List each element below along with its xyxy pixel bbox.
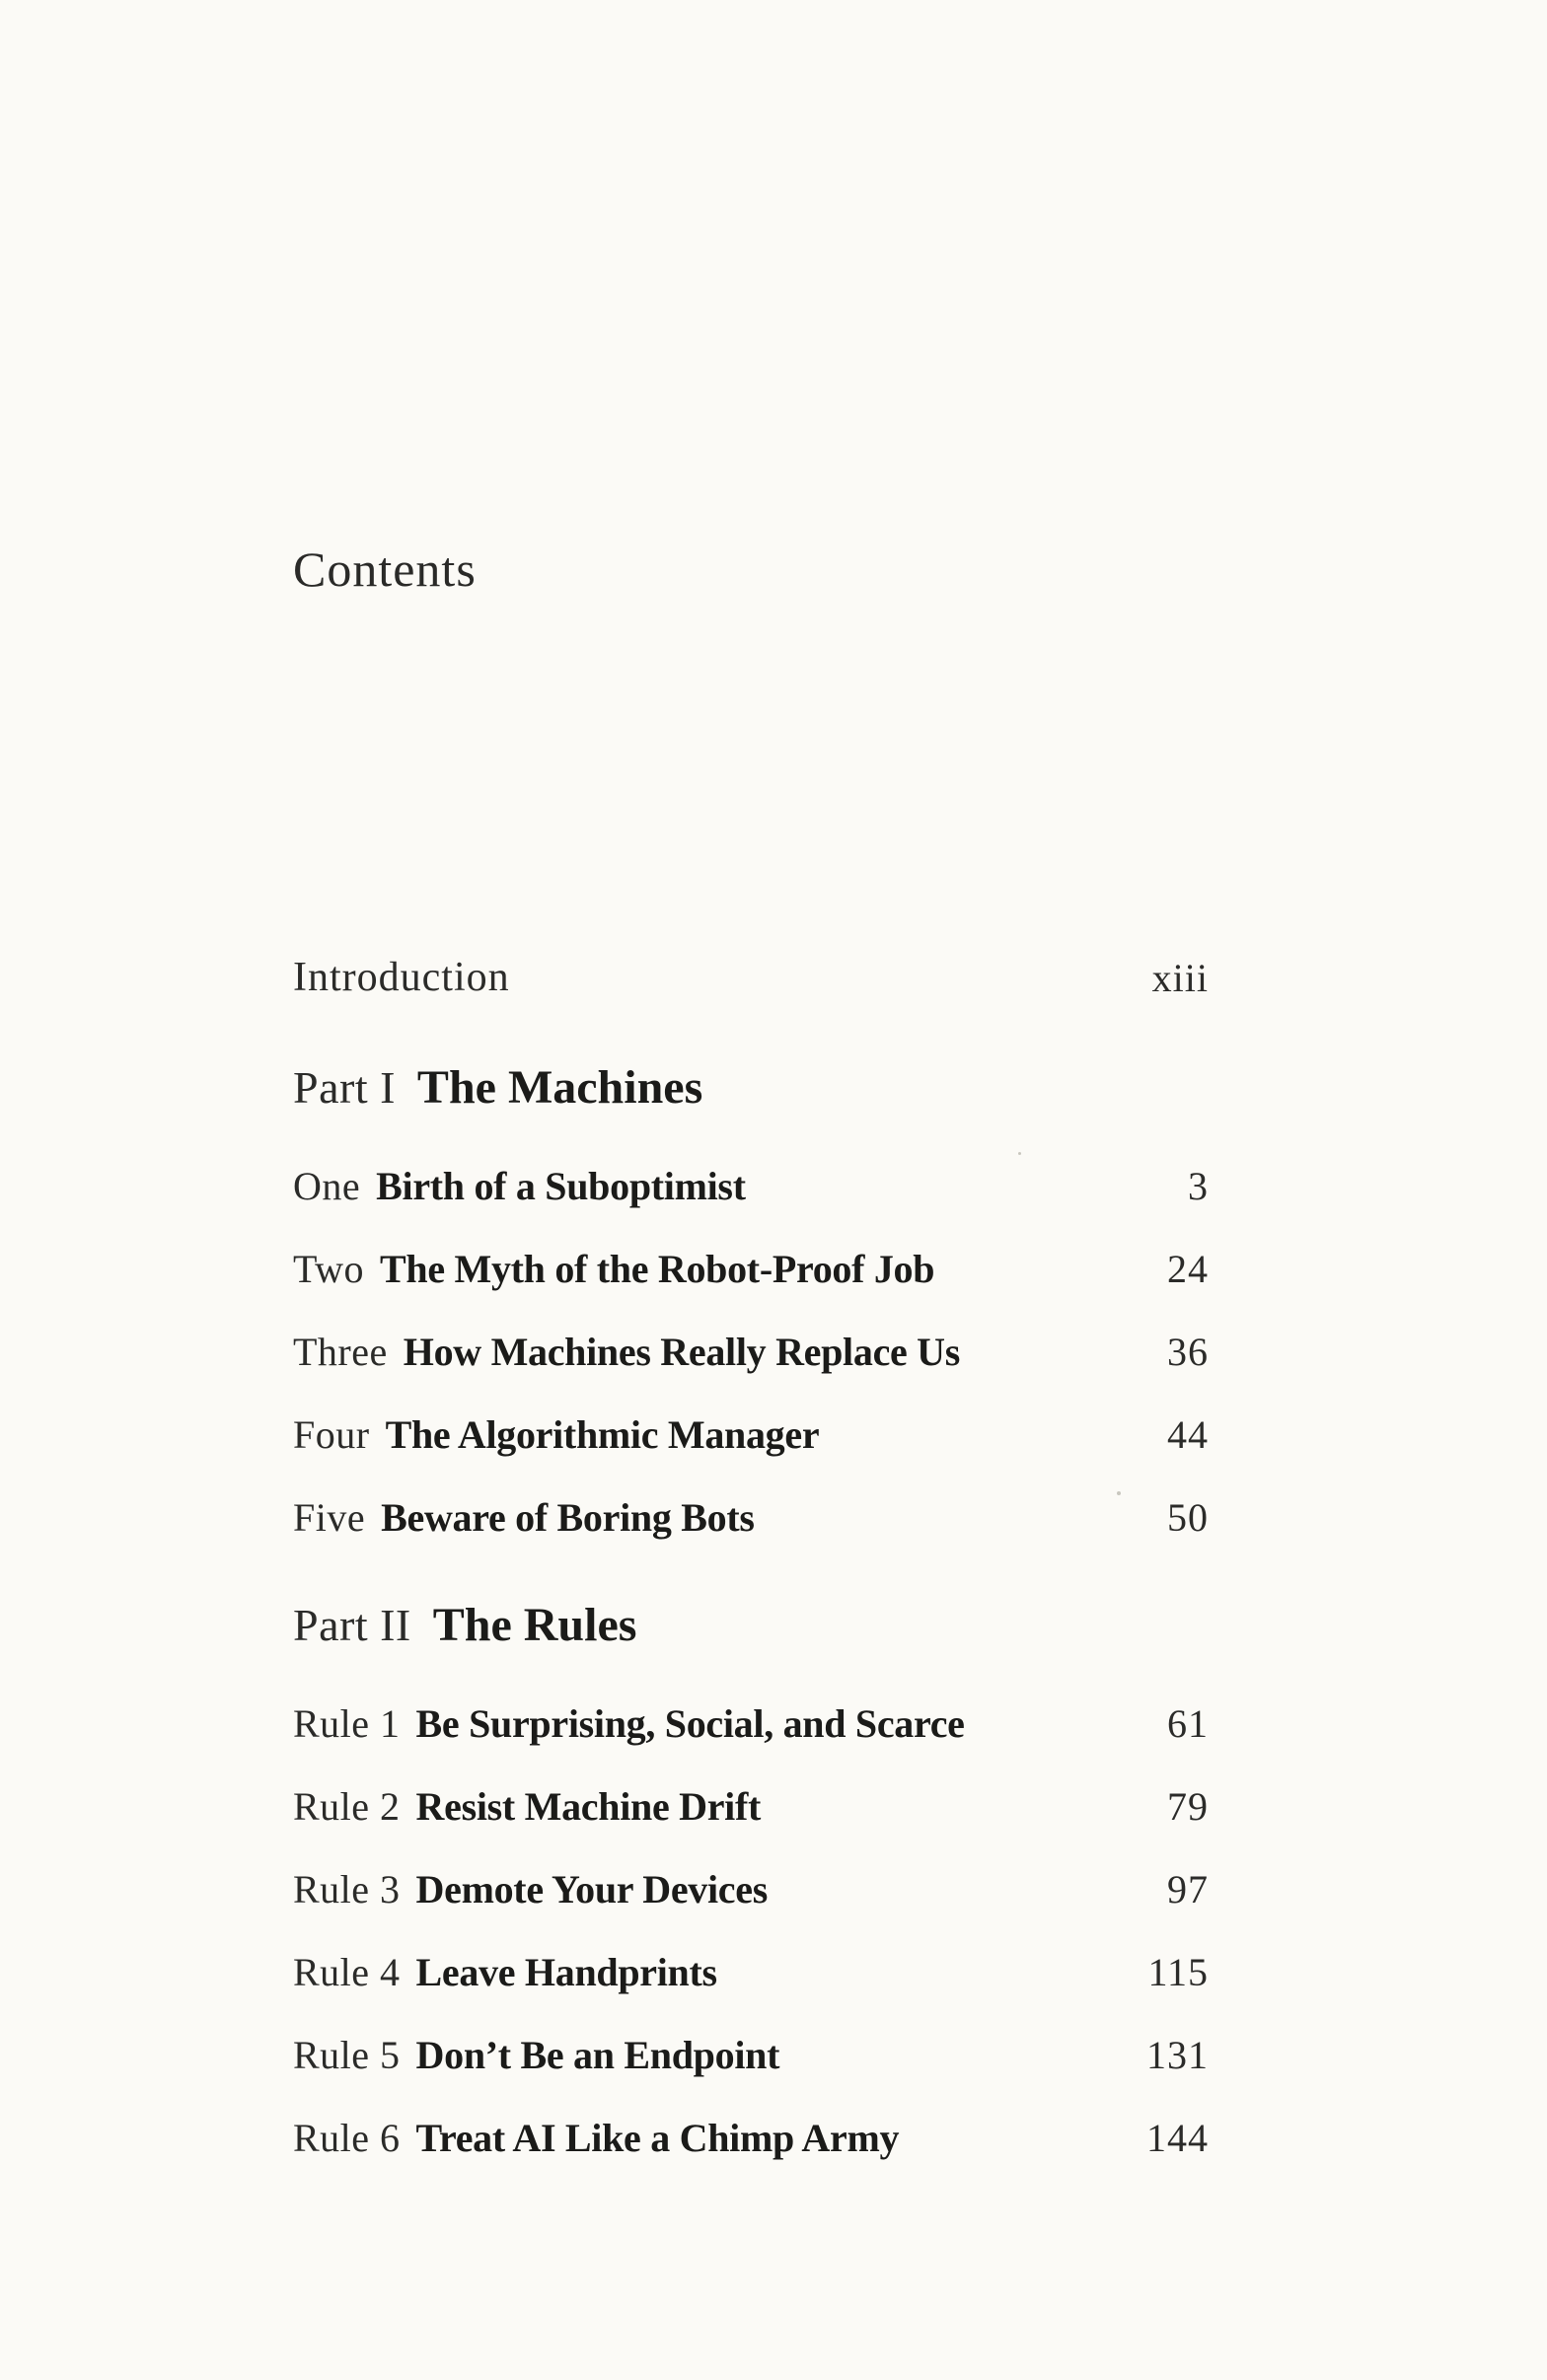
- scan-speck: [1117, 1491, 1121, 1495]
- entry-label: One: [293, 1164, 361, 1208]
- entry-title: Demote Your Devices: [415, 1867, 768, 1911]
- entry-title: Don’t Be an Endpoint: [415, 2033, 780, 2077]
- toc-entry[interactable]: [293, 1316, 1209, 1375]
- entry-label: Five: [293, 1495, 366, 1540]
- entry-page-number: 115: [1147, 1950, 1209, 1994]
- entry-page-number: 79: [1167, 1784, 1209, 1829]
- entry-title: The Algorithmic Manager: [385, 1412, 820, 1457]
- entry-page-number: 3: [1188, 1164, 1209, 1208]
- part-title: The Machines: [416, 1061, 703, 1114]
- entry-page-number: 131: [1146, 2033, 1209, 2077]
- toc-entry[interactable]: [293, 2102, 1209, 2161]
- entry-page-number: 24: [1167, 1247, 1209, 1291]
- entry-label: Rule 6: [293, 2116, 401, 2160]
- toc-entry[interactable]: [293, 1150, 1209, 1209]
- entry-page-number: 36: [1167, 1330, 1209, 1374]
- entry-label: Rule 2: [293, 1784, 401, 1829]
- part-label: Part II: [293, 1600, 411, 1650]
- entry-label: Rule 4: [293, 1950, 401, 1994]
- toc-entry[interactable]: [293, 1688, 1209, 1747]
- entry-label: Rule 1: [293, 1701, 401, 1746]
- entry-title: Beware of Boring Bots: [381, 1495, 755, 1540]
- entry-title: Be Surprising, Social, and Scarce: [415, 1701, 965, 1746]
- entry-title: Birth of a Suboptimist: [376, 1164, 746, 1208]
- toc-entry[interactable]: [293, 1399, 1209, 1458]
- entry-page-number: xiii: [1151, 956, 1209, 1000]
- toc-entry[interactable]: [293, 1770, 1209, 1830]
- entry-title: Resist Machine Drift: [415, 1784, 762, 1829]
- toc-entry[interactable]: [293, 1481, 1209, 1541]
- entry-page-number: 44: [1167, 1412, 1209, 1457]
- entry-label: Three: [293, 1330, 388, 1374]
- scan-speck: [1018, 1152, 1021, 1155]
- entry-label: Four: [293, 1412, 370, 1457]
- entry-title: Introduction: [293, 955, 510, 1000]
- part-heading: [293, 1060, 702, 1129]
- entry-title: Treat AI Like a Chimp Army: [415, 2116, 900, 2160]
- entry-page-number: 144: [1146, 2116, 1209, 2160]
- part-label: Part I: [293, 1062, 396, 1113]
- entry-page-number: 50: [1167, 1495, 1209, 1540]
- entry-page-number: 61: [1167, 1701, 1209, 1746]
- entry-label: Two: [293, 1247, 365, 1291]
- toc-entry[interactable]: [293, 1936, 1209, 1995]
- entry-title: Leave Handprints: [415, 1950, 717, 1994]
- toc-entry-introduction[interactable]: [293, 942, 1209, 1001]
- entry-page-number: 97: [1167, 1867, 1209, 1911]
- entry-label: Rule 5: [293, 2033, 401, 2077]
- page-title: Contents: [293, 541, 477, 597]
- toc-entry[interactable]: [293, 2019, 1209, 2078]
- part-title: The Rules: [432, 1599, 637, 1651]
- part-heading: [293, 1598, 636, 1667]
- entry-title: How Machines Really Replace Us: [403, 1330, 961, 1374]
- entry-title: The Myth of the Robot-Proof Job: [380, 1247, 935, 1291]
- toc-entry[interactable]: [293, 1853, 1209, 1912]
- entry-label: Rule 3: [293, 1867, 401, 1911]
- toc-entry[interactable]: [293, 1233, 1209, 1292]
